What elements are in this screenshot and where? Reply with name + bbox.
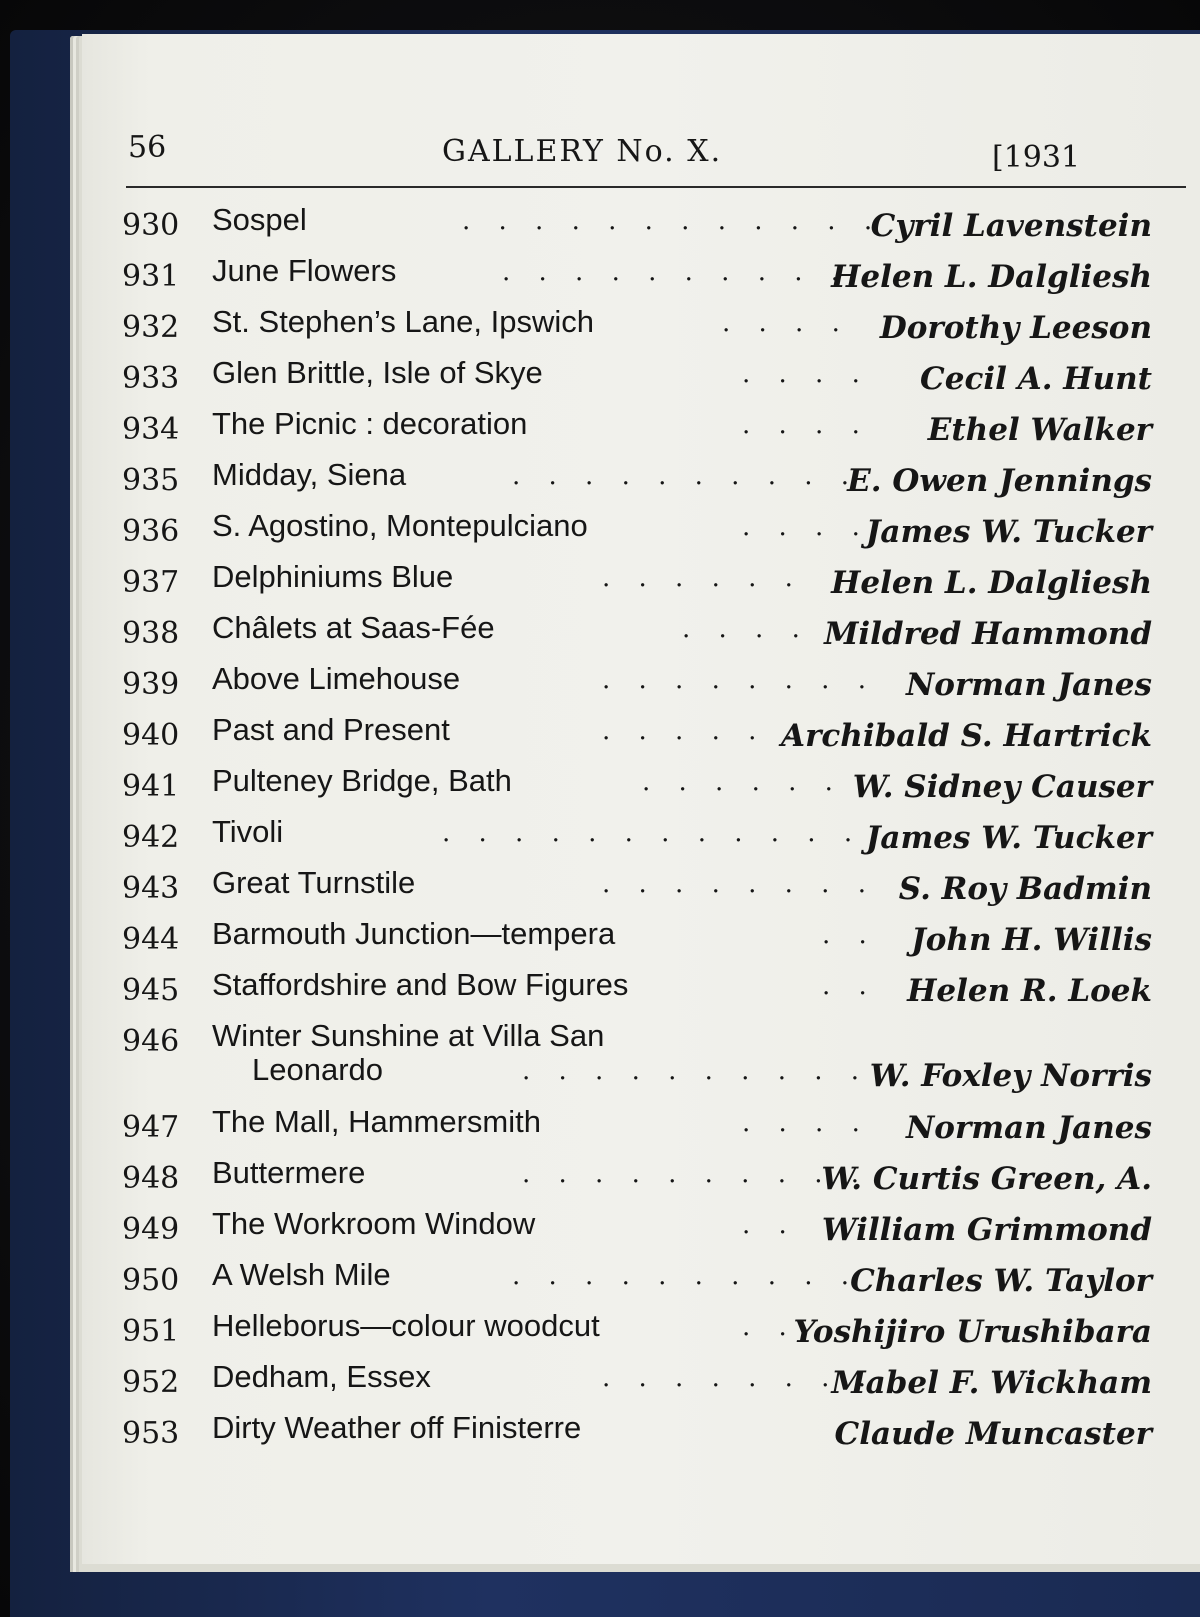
entry-artist: Mildred Hammond xyxy=(824,616,1152,652)
leader-dots: . . . . xyxy=(742,410,870,440)
catalogue-entry xyxy=(82,1018,1200,1104)
catalogue-entry xyxy=(82,865,1200,916)
leader-dots: . . . . xyxy=(742,1108,870,1138)
leader-dots: . . . . . . . . . . xyxy=(502,257,850,287)
entry-number: 941 xyxy=(122,769,180,804)
entry-number: 950 xyxy=(122,1263,180,1298)
leader-dots: . . . . . . . . . . . . xyxy=(442,818,863,848)
entry-number: 936 xyxy=(122,514,180,549)
entry-artist: Mabel F. Wickham xyxy=(831,1365,1152,1401)
entry-number: 945 xyxy=(122,973,180,1008)
entry-number: 935 xyxy=(122,463,180,498)
entry-number: 940 xyxy=(122,718,180,753)
entry-title: S. Agostino, Montepulciano xyxy=(212,508,588,543)
entry-title: Buttermere xyxy=(212,1155,366,1190)
entry-number: 937 xyxy=(122,565,180,600)
entry-number: 939 xyxy=(122,667,180,702)
entry-number: 947 xyxy=(122,1110,180,1145)
entry-number: 946 xyxy=(122,1024,180,1059)
entry-number: 949 xyxy=(122,1212,180,1247)
catalogue-entry xyxy=(82,967,1200,1018)
leader-dots: . . xyxy=(742,1312,797,1342)
catalogue-entry xyxy=(82,661,1200,712)
entry-number: 952 xyxy=(122,1365,180,1400)
leader-dots: . . . . xyxy=(742,359,870,389)
leader-dots: . . . . . . . . . . xyxy=(512,1261,860,1291)
entry-artist: W. Curtis Green, A. xyxy=(821,1161,1152,1197)
leader-dots: . . . . . . . . . . . . xyxy=(462,206,883,236)
entry-title: Delphiniums Blue xyxy=(212,559,454,594)
entry-title: Staffordshire and Bow Figures xyxy=(212,967,629,1002)
entry-title: Past and Present xyxy=(212,712,450,747)
entry-title: The Mall, Hammersmith xyxy=(212,1104,541,1139)
catalogue-entry xyxy=(82,1104,1200,1155)
entry-title: Great Turnstile xyxy=(212,865,416,900)
entry-title: Above Limehouse xyxy=(212,661,461,696)
catalogue-entry xyxy=(82,1206,1200,1257)
leader-dots: . . xyxy=(742,1210,797,1240)
entry-number: 938 xyxy=(122,616,180,651)
entry-title: Châlets at Saas-Fée xyxy=(212,610,495,645)
entry-title: Dedham, Essex xyxy=(212,1359,431,1394)
entry-artist: Charles W. Taylor xyxy=(850,1263,1152,1299)
leader-dots: . . . . . . xyxy=(642,767,843,797)
entry-number: 951 xyxy=(122,1314,180,1349)
catalogue-entry xyxy=(82,508,1200,559)
entry-title: Tivoli xyxy=(212,814,284,849)
entry-number: 932 xyxy=(122,310,180,345)
leader-dots: . . . . . . xyxy=(602,716,803,746)
entry-number: 948 xyxy=(122,1161,180,1196)
catalogue-entry xyxy=(82,559,1200,610)
entry-artist: William Grimmond xyxy=(821,1212,1152,1248)
entry-number: 943 xyxy=(122,871,180,906)
entry-artist: Yoshijiro Urushibara xyxy=(793,1314,1152,1350)
leader-dots: . . . . . . . . xyxy=(602,1363,876,1393)
page-header xyxy=(82,130,1200,175)
leader-dots: . . xyxy=(822,971,877,1001)
entry-number: 942 xyxy=(122,820,180,855)
entry-number: 934 xyxy=(122,412,180,447)
entry-title: Dirty Weather off Finisterre xyxy=(212,1410,582,1445)
entry-title: June Flowers xyxy=(212,253,397,288)
entry-title: A Welsh Mile xyxy=(212,1257,391,1292)
leader-dots: . . . . . . . . xyxy=(602,665,876,695)
catalogue-entry xyxy=(82,1359,1200,1410)
entry-number: 930 xyxy=(122,208,180,243)
entry-artist: W. Sidney Causer xyxy=(852,769,1152,805)
entry-artist: Archibald S. Hartrick xyxy=(781,718,1152,754)
entry-number: 931 xyxy=(122,259,180,294)
catalogue-entry xyxy=(82,916,1200,967)
entry-title: Glen Brittle, Isle of Skye xyxy=(212,355,543,390)
entry-title: Helleborus—colour woodcut xyxy=(212,1308,600,1343)
leader-dots: . . . . . . xyxy=(602,563,803,593)
entry-artist: James W. Tucker xyxy=(865,514,1152,550)
entry-artist: Norman Janes xyxy=(905,667,1152,703)
entry-artist: Helen L. Dalgliesh xyxy=(831,259,1152,295)
entry-title: Winter Sunshine at Villa San xyxy=(212,1018,605,1053)
catalogue-entry xyxy=(82,457,1200,508)
leader-dots: . . . . xyxy=(682,614,810,644)
catalogue-entry xyxy=(82,1155,1200,1206)
entry-artist: E. Owen Jennings xyxy=(847,463,1152,499)
entry-title: St. Stephen’s Lane, Ipswich xyxy=(212,304,595,339)
entry-artist: John H. Willis xyxy=(911,922,1152,958)
entry-artist: Ethel Walker xyxy=(927,412,1152,448)
catalogue-entry xyxy=(82,1410,1200,1461)
leader-dots: . . . . . . . . . . xyxy=(512,461,860,491)
catalogue-list xyxy=(82,202,1200,1461)
entry-artist: Helen L. Dalgliesh xyxy=(831,565,1152,601)
leader-dots: . . . . xyxy=(722,308,850,338)
leader-dots: . . xyxy=(822,920,877,950)
catalogue-entry xyxy=(82,610,1200,661)
page-number: 56 xyxy=(128,130,167,165)
entry-number: 944 xyxy=(122,922,180,957)
entry-artist: James W. Tucker xyxy=(865,820,1152,856)
entry-artist: W. Foxley Norris xyxy=(869,1058,1152,1094)
catalogue-entry xyxy=(82,304,1200,355)
entry-artist: Claude Muncaster xyxy=(834,1416,1152,1452)
header-rule xyxy=(126,186,1186,188)
entry-title: The Picnic : decoration xyxy=(212,406,528,441)
entry-artist: Norman Janes xyxy=(905,1110,1152,1146)
leader-dots: . . . . . . . . . . xyxy=(522,1056,870,1086)
book-page xyxy=(82,34,1200,1564)
entry-artist: Dorothy Leeson xyxy=(879,310,1152,346)
year-label: [1931 xyxy=(992,140,1081,175)
entry-title: Sospel xyxy=(212,202,307,237)
catalogue-entry xyxy=(82,406,1200,457)
entry-title: Midday, Siena xyxy=(212,457,407,492)
entry-title-continued: Leonardo xyxy=(252,1052,384,1087)
leader-dots: . . . . xyxy=(742,512,870,542)
catalogue-entry xyxy=(82,814,1200,865)
catalogue-entry xyxy=(82,1308,1200,1359)
entry-artist: Cyril Lavenstein xyxy=(870,208,1152,244)
leader-dots: . . . . . . . . . . xyxy=(522,1159,870,1189)
entry-artist: Helen R. Loek xyxy=(907,973,1152,1009)
gallery-title: GALLERY No. X. xyxy=(442,134,723,169)
entry-number: 933 xyxy=(122,361,180,396)
catalogue-entry xyxy=(82,712,1200,763)
entry-title: The Workroom Window xyxy=(212,1206,536,1241)
leader-dots: . . . . . . . . xyxy=(602,869,876,899)
catalogue-entry xyxy=(82,355,1200,406)
catalogue-entry xyxy=(82,1257,1200,1308)
entry-artist: S. Roy Badmin xyxy=(898,871,1152,907)
entry-title: Pulteney Bridge, Bath xyxy=(212,763,512,798)
entry-title: Barmouth Junction—tempera xyxy=(212,916,616,951)
catalogue-entry xyxy=(82,253,1200,304)
catalogue-entry xyxy=(82,202,1200,253)
entry-number: 953 xyxy=(122,1416,180,1451)
catalogue-entry xyxy=(82,763,1200,814)
entry-artist: Cecil A. Hunt xyxy=(920,361,1152,397)
